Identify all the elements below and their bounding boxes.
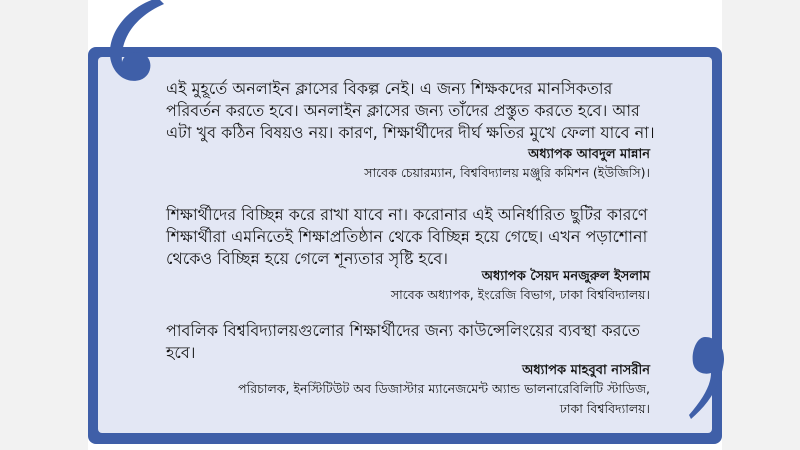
quote-1-line-3: এটা খুব কঠিন বিষয়ও নয়। কারণ, শিক্ষার্থীদের দীর্ঘ ক্ষতির মুখে ফেলা যাবে না। xyxy=(166,123,655,142)
quote-3-line-1: পাবলিক বিশ্ববিদ্যালয়গুলোর শিক্ষার্থীদের জন্য কাউন্সেলিংয়ের ব্যবস্থা করতে xyxy=(166,321,640,340)
quote-1-line-1: এই মুহূর্তে অনলাইন ক্লাসের বিকল্প নেই। এ জন্য শিক্ষকদের মানসিকতার xyxy=(166,79,613,98)
left-background-strip xyxy=(0,0,88,450)
quote-2-line-2: শিক্ষার্থীরা এমনিতেই শিক্ষাপ্রতিষ্ঠান থেকে বিচ্ছিন্ন হয়ে গেছে। এখন পড়াশোনা xyxy=(166,227,648,246)
quote-2-line-3: থেকেও বিচ্ছিন্ন হয়ে গেলে শূন্যতার সৃষ্টি হবে। xyxy=(166,249,449,268)
open-quote-icon xyxy=(100,0,170,90)
quote-2-line-1: শিক্ষার্থীদের বিচ্ছিন্ন করে রাখা যাবে না। করোনার এই অনির্ধারিত ছুটির কারণে xyxy=(166,205,648,224)
quote-1-line-2: পরিবর্তন করতে হবে। অনলাইন ক্লাসের জন্য তাঁদের প্রস্তুত করতে হবে। আর xyxy=(166,101,640,120)
quote-3-author-title-line-2: ঢাকা বিশ্ববিদ্যালয়। xyxy=(559,401,650,416)
quote-1-author: অধ্যাপক আবদুল মান্নান xyxy=(528,147,650,162)
quote-3-author: অধ্যাপক মাহবুবা নাসরীন xyxy=(522,363,650,378)
quote-3-line-2: হবে। xyxy=(166,343,196,362)
close-quote-icon xyxy=(683,333,733,423)
quote-2-author: অধ্যাপক সৈয়দ মনজুরুল ইসলাম xyxy=(481,269,650,284)
right-background-strip xyxy=(722,0,800,450)
quote-3-author-title-line-1: পরিচালক, ইনস্টিটিউট অব ডিজাস্টার ম্যানেজমেন্ট অ্যান্ড ভালনারেবিলিটি স্টাডিজ, xyxy=(238,381,650,396)
quote-2-author-title: সাবেক অধ্যাপক, ইংরেজি বিভাগ, ঢাকা বিশ্ববিদ্যালয়। xyxy=(390,287,650,302)
quote-1-author-title: সাবেক চেয়ারম্যান, বিশ্ববিদ্যালয় মঞ্জুরি কমিশন (ইউজিসি)। xyxy=(364,165,650,180)
